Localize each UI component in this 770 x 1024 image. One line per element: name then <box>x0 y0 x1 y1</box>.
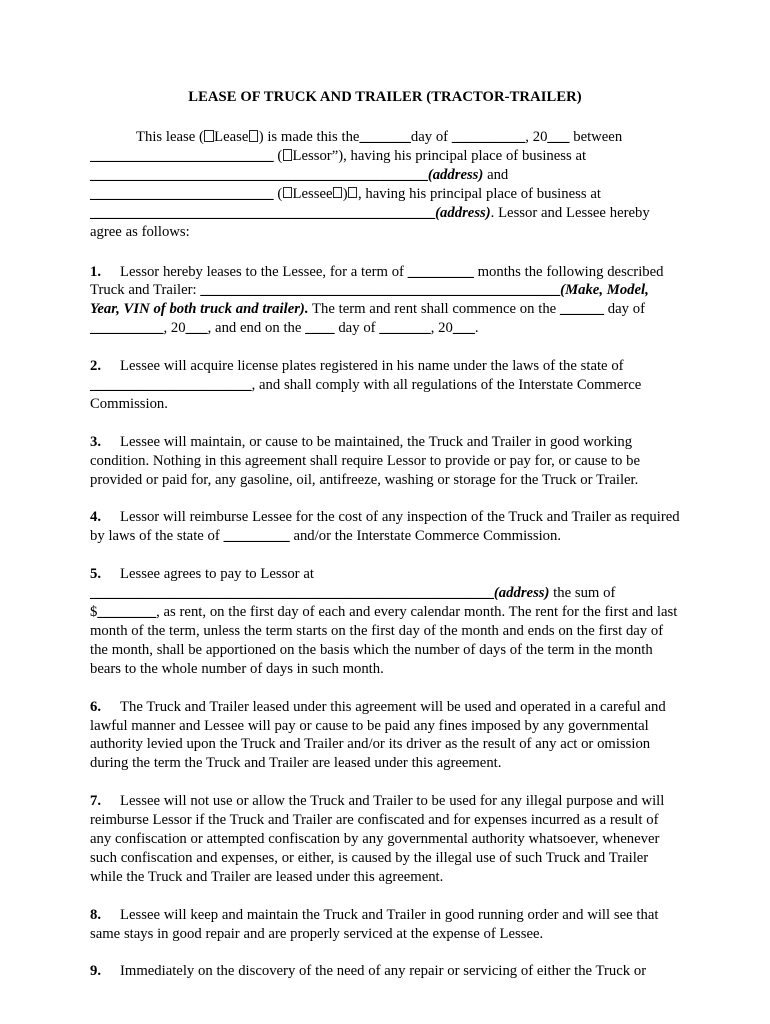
missing-glyph-box-icon <box>204 130 213 141</box>
blank-field[interactable]: _________ <box>223 528 290 545</box>
blank-year[interactable]: ___ <box>547 129 570 146</box>
intro-word-lease: Lease <box>214 129 249 146</box>
section-text: Lessor hereby leases to the Lessee, for a term of <box>120 263 408 280</box>
intro-text-year-prefix: , 20 <box>525 129 548 146</box>
section-paragraph <box>90 698 680 774</box>
section-number: 5. <box>90 566 102 583</box>
section-paragraph <box>90 962 680 981</box>
blank-field[interactable]: ___ <box>452 320 475 337</box>
sections-container <box>90 263 680 982</box>
section-paragraph <box>90 792 680 886</box>
section-text: Lessee will keep and maintain the Truck and Trailer in good running order and will see that same stays in good repair and are properly serviced at the expense of Lessee. <box>90 906 659 942</box>
missing-glyph-box-icon <box>249 130 258 141</box>
emphasis-note: (address) <box>493 585 550 602</box>
missing-glyph-box-icon <box>283 149 292 160</box>
section-text: day of <box>334 320 380 337</box>
blank-field[interactable]: ____ <box>305 320 335 337</box>
section-paragraph <box>90 433 680 490</box>
section-text: . <box>474 320 479 337</box>
blank-field[interactable]: _________ <box>407 263 474 280</box>
section-text: , as rent, on the first day of each and every calendar month. The rent for the first and last month of the term, unless the term starts on the first day of the month and ends on the first day of the month, shall be apportioned on the basis which the number of days of the term in the month bears to the whole number of days in such month. <box>90 604 678 677</box>
page-title: LEASE OF TRUCK AND TRAILER (TRACTOR-TRAILER) <box>188 89 582 105</box>
intro-text-lease-prefix: This lease ( <box>136 129 204 146</box>
section-text: , 20 <box>163 320 186 337</box>
section-text: Lessee agrees to pay to Lessor at <box>120 566 314 583</box>
blank-field[interactable]: _______ <box>379 320 431 337</box>
section-number: 7. <box>90 793 102 810</box>
missing-glyph-box-icon <box>333 187 342 198</box>
blank-field[interactable]: _________________________________________________ <box>200 282 561 299</box>
section-number: 6. <box>90 698 102 715</box>
section-paragraph <box>90 906 680 944</box>
intro-text-made-this: ) is made this the <box>258 129 360 146</box>
blank-lessee-name[interactable]: _________________________ <box>90 185 274 202</box>
section-paragraph <box>90 565 680 678</box>
section-text: Lessee will not use or allow the Truck and Trailer to be used for any illegal purpose and will reimburse Lessor if the Truck and Trailer are confiscated and for expenses incurred as a result of any confiscation or attempted confiscation by any governmental authority whatsoever, whenever such confiscation and expenses, or either, is caused by the illegal use of such Truck and Trailer while the Truck and Trailer are leased under this agreement. <box>90 793 665 885</box>
blank-field[interactable]: __________ <box>90 320 164 337</box>
blank-lessee-address[interactable]: _______________________________________________ <box>90 204 436 221</box>
section-number: 4. <box>90 509 102 526</box>
blank-lessor-address[interactable]: ______________________________________________ <box>90 167 428 184</box>
section-number: 8. <box>90 906 102 923</box>
missing-glyph-box-icon <box>283 187 292 198</box>
section-paragraph <box>90 357 680 414</box>
blank-field[interactable]: ________ <box>97 604 157 621</box>
section-text: Immediately on the discovery of the need of any repair or servicing of either the Truck or <box>120 963 647 980</box>
section-text: , 20 <box>430 320 453 337</box>
intro-text-paren-close-lessee: ) <box>342 185 348 202</box>
blank-field[interactable]: ___ <box>185 320 208 337</box>
section-text: , and end on the <box>207 320 306 337</box>
intro-text-paren-open-lessor: ( <box>273 148 283 165</box>
section-text: The Truck and Trailer leased under this agreement will be used and operated in a careful and lawful manner and Lessee will pay or cause to be paid any fines imposed by any governmental authority levied upon the Truck and Trailer and/or its driver as the result of any act or omission during the term the Truck and Trailer are leased under this agreement. <box>90 698 666 772</box>
section-number: 1. <box>90 263 102 280</box>
intro-word-lessor: Lessor” <box>292 148 339 165</box>
intro-text-paren-open-lessee: ( <box>273 185 283 202</box>
emphasis-note: (Make, Model, Year, VIN of both truck and trailer). <box>90 282 649 318</box>
section-number: 9. <box>90 963 102 980</box>
address-label-lessee: (address) <box>435 204 491 221</box>
intro-text-between: between <box>569 129 623 146</box>
section-text: The term and rent shall commence on the <box>308 301 560 318</box>
address-label-lessor: (address) <box>427 167 484 184</box>
section-text: and/or the Interstate Commerce Commission. <box>289 528 562 545</box>
section-paragraph <box>90 263 680 339</box>
intro-text-lessor-tail: ), having his principal place of business at <box>338 148 587 165</box>
intro-text-day-of: day of <box>410 129 452 146</box>
section-text: Lessee will maintain, or cause to be maintained, the Truck and Trailer in good working condition. Nothing in this agreement shall require Lessor to provide or pay for, or cause to be provided or paid for, any gasoline, oil, antifreeze, washing or storage for the Truck or Trailer. <box>90 433 641 488</box>
intro-word-lessee: Lessee <box>292 185 333 202</box>
intro-text-agree-as-follows: agree as follows: <box>90 223 190 240</box>
section-paragraph <box>90 508 680 546</box>
intro-text-and: and <box>483 167 509 184</box>
blank-month[interactable]: __________ <box>451 129 526 146</box>
section-text: Lessor will reimburse Lessee for the cost of any inspection of the Truck and Trailer as required by laws of the state of <box>90 509 680 545</box>
blank-day[interactable]: _______ <box>359 129 411 146</box>
blank-field[interactable]: ______________________ <box>90 377 252 394</box>
section-text: , and shall comply with all regulations of the Interstate Commerce Commission. <box>90 377 642 412</box>
missing-glyph-box-icon <box>348 187 357 198</box>
section-text: months the following described Truck and Trailer: <box>90 263 664 299</box>
intro-text-lessee-tail: , having his principal place of business at <box>357 185 601 202</box>
section-text: the sum of $ <box>90 585 616 621</box>
section-number: 3. <box>90 433 102 450</box>
intro-text-hereby: . Lessor and Lessee hereby <box>490 204 650 221</box>
blank-field[interactable]: _______________________________________________________ <box>90 585 494 602</box>
section-text: day of <box>604 301 646 318</box>
section-text: Lessee will acquire license plates registered in his name under the laws of the state of <box>120 358 624 375</box>
section-number: 2. <box>90 358 102 375</box>
blank-field[interactable]: ______ <box>559 301 605 318</box>
blank-lessor-name[interactable]: _________________________ <box>90 148 274 165</box>
intro-paragraph <box>90 128 680 241</box>
